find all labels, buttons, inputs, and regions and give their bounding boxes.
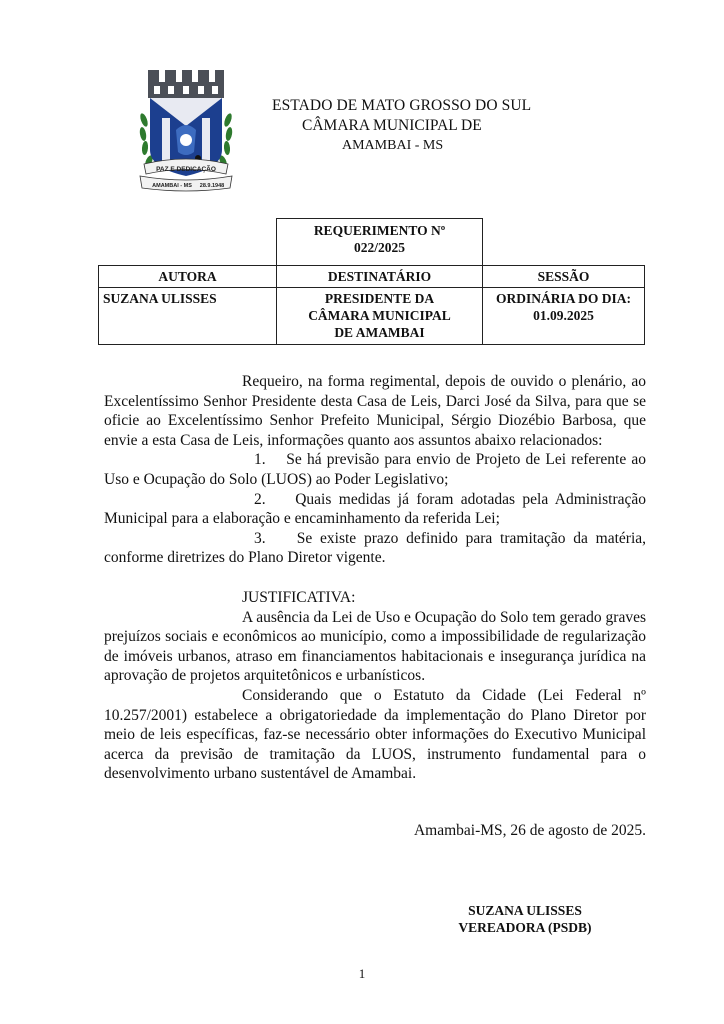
col-header-sessao: SESSÃO — [483, 266, 645, 288]
table-row-requerimento — [99, 219, 645, 266]
requerimento-number: REQUERIMENTO Nº 022/2025 — [277, 219, 483, 266]
item-text: Se existe prazo definido para tramitação da matéria, conforme diretrizes do Plano Diretor vigente. — [104, 529, 646, 567]
municipal-crest-logo — [138, 68, 234, 196]
signature-block — [440, 902, 610, 936]
requerimento-table — [98, 218, 645, 345]
justificativa-paragraph-2: Considerando que o Estatuto da Cidade (Lei Federal nº 10.257/2001) estabelece a obrigatoriedade da implementação do Plano Diretor por meio de leis específicas, faz-se necessário obter informações do Executivo Municipal acerca da previsão de tramitação da LUOS, instrumento fundamental para o desenvolvimento urbano sustentável de Amambai. — [104, 686, 646, 783]
item-number: 1. — [254, 451, 266, 469]
item-number: 3. — [254, 529, 266, 547]
cell-destinatario: PRESIDENTE DA CÂMARA MUNICIPAL DE AMAMBAI — [277, 288, 483, 345]
crest-date-text: 28.9.1948 — [199, 183, 225, 189]
crest-motto-text: PAZ E DEDICAÇÃO — [156, 166, 216, 173]
table-row — [99, 288, 645, 345]
justificativa-paragraph-1: A ausência da Lei de Uso e Ocupação do Solo tem gerado graves prejuízos sociais e econômicos ao município, como a impossibilidade de regularização de imóveis urbanos, atraso em financiamentos habitacionais e insegurança jurídica na aprovação de projetos arquitetônicos e urbanísticos. — [104, 608, 646, 685]
mural-crown — [148, 70, 224, 98]
col-header-autora: AUTORA — [99, 266, 277, 288]
table-header-row — [99, 266, 645, 288]
document-body — [104, 372, 646, 784]
item-text: Se há previsão para envio de Projeto de Lei referente ao Uso e Ocupação do Solo (LUOS) ao Poder Legislativo; — [104, 451, 647, 488]
list-item — [104, 450, 646, 489]
header-chamber: CÂMARA MUNICIPAL DE — [302, 117, 482, 134]
intro-paragraph: Requeiro, na forma regimental, depois de ouvido o plenário, ao Excelentíssimo Senhor Presidente desta Casa de Leis, Darci José da Silva, para que se oficie ao Excelentíssimo Senhor Prefeito Municipal, Sérgio Diozébio Barbosa, que envie a esta Casa de Leis, informações quanto aos assuntos abaixo relacionados: — [104, 373, 646, 449]
col-header-destinatario: DESTINATÁRIO — [277, 266, 483, 288]
signature-title: VEREADORA (PSDB) — [458, 920, 592, 935]
cell-autora: SUZANA ULISSES — [99, 288, 277, 345]
date-line: Amambai-MS, 26 de agosto de 2025. — [413, 822, 646, 839]
cell-sessao: ORDINÁRIA DO DIA: 01.09.2025 — [483, 288, 645, 345]
justificativa-title: JUSTIFICATIVA: — [242, 588, 356, 606]
list-item — [104, 490, 646, 529]
item-text: Quais medidas já foram adotadas pela Administração Municipal para a elaboração e encaminhamento da referida Lei; — [104, 490, 647, 528]
letterhead — [250, 96, 590, 156]
list-item — [104, 529, 646, 568]
page-number: 1 — [358, 966, 366, 981]
header-state: ESTADO DE MATO GROSSO DO SUL — [272, 97, 532, 114]
crest-city-text: AMAMBAI - MS — [152, 183, 192, 189]
signature-name: SUZANA ULISSES — [468, 903, 582, 918]
item-number: 2. — [254, 490, 266, 508]
header-city: AMAMBAI - MS — [342, 138, 444, 153]
